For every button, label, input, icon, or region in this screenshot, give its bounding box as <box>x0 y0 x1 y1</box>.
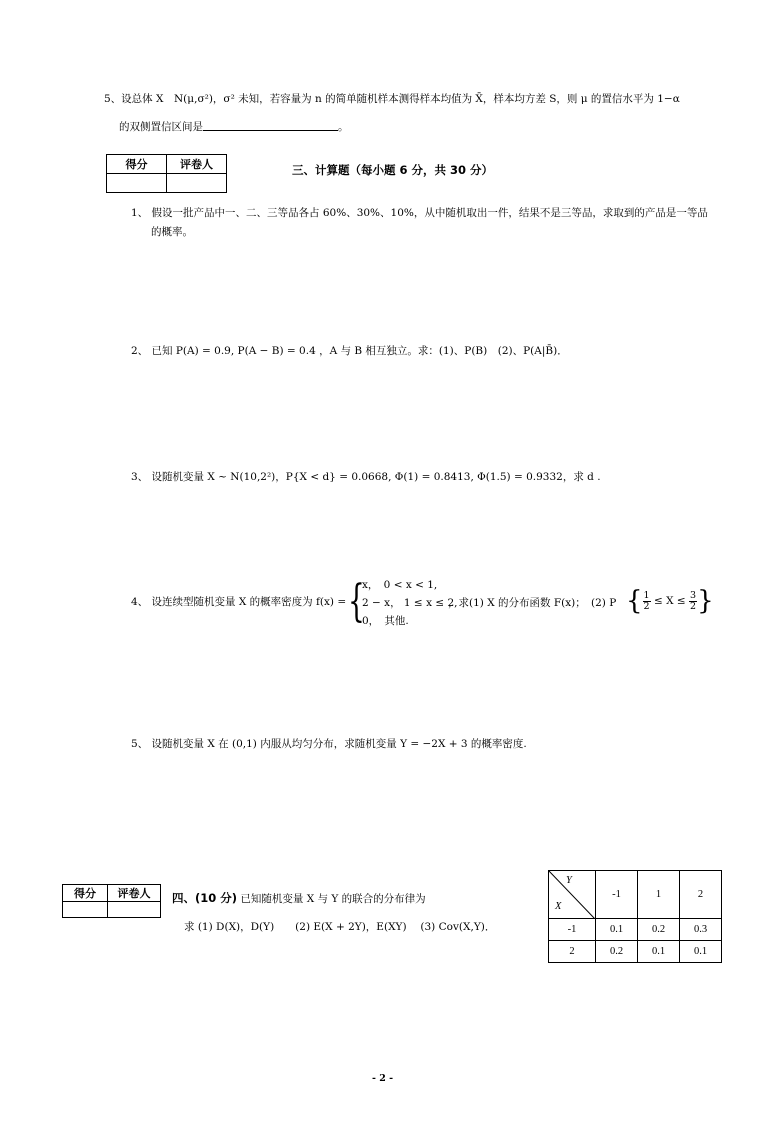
q4-fraction-1: $\frac{1}{2}$ <box>643 589 650 612</box>
q4-open-brace: { <box>626 586 643 616</box>
q4-case2: 2 − x， 1 ≤ x ≤ 2, <box>362 597 458 609</box>
q4-case1: x， 0 < x < 1, <box>362 579 438 591</box>
score-box-section4 <box>62 884 161 918</box>
score-cell <box>107 174 167 193</box>
score-cell <box>63 902 108 918</box>
prob-cell: 0.1 <box>596 919 638 941</box>
q4-prefix: 4、 设连续型随机变量 X 的概率密度为 f(x) = <box>131 596 347 608</box>
prob-cell: 0.3 <box>680 919 722 941</box>
grader-cell <box>108 902 161 918</box>
q4-relation: ≤ X ≤ <box>653 595 686 607</box>
q4-close-brace: } <box>697 586 714 616</box>
q1-line2: 的概率。 <box>151 226 193 238</box>
page-number: - 2 - <box>372 1073 394 1084</box>
table-row <box>549 941 722 963</box>
prob-cell: 0.2 <box>638 919 680 941</box>
x-header: 2 <box>549 941 596 963</box>
q4-case3: 0， 其他. <box>362 615 409 627</box>
joint-distribution-table <box>548 870 722 963</box>
q3: 3、 设随机变量 X ~ N(10,2²)，P{X < d} = 0.0668, Φ(1) = 0.8413, Φ(1.5) = 0.9332，求 d . <box>131 471 601 483</box>
section4-question: 求 (1) D(X)，D(Y) (2) E(X + 2Y)，E(XY) (3) Cov(X,Y)． <box>184 921 496 933</box>
grader-cell <box>167 174 227 193</box>
q4-probability-expr <box>626 587 714 615</box>
section3-title: 三、计算题（每小题 6 分，共 30 分） <box>292 163 494 177</box>
section4-title-rest: 已知随机变量 X 与 Y 的联合的分布律为 <box>240 893 426 905</box>
table-row <box>549 919 722 941</box>
section4-title-line <box>172 891 426 906</box>
q4-fraction-2: $\frac{3}{2}$ <box>690 589 697 612</box>
prob-cell: 0.1 <box>638 941 680 963</box>
q5: 5、 设随机变量 X 在 (0,1) 内服从均匀分布，求随机变量 Y = −2X + 3 的概率密度. <box>131 738 527 750</box>
section4-title: 四、(10 分) <box>172 891 238 905</box>
corner-x-label: X <box>555 901 562 912</box>
x-header: -1 <box>549 919 596 941</box>
score-label: 得分 <box>107 155 167 174</box>
prob-cell: 0.1 <box>680 941 722 963</box>
fill-blank-q5-line2: 的双侧置信区间是 。 <box>119 121 349 133</box>
table-corner-cell <box>549 871 596 919</box>
y-header: 1 <box>638 871 680 919</box>
score-box-section3 <box>106 154 227 193</box>
answer-blank <box>203 120 338 131</box>
q4-mid: ，求(1) X 的分布函数 F(x)； (2) P <box>448 597 617 609</box>
prob-cell: 0.2 <box>596 941 638 963</box>
y-header: -1 <box>596 871 638 919</box>
grader-label: 评卷人 <box>167 155 227 174</box>
q1-line1: 1、 假设一批产品中一、二、三等品各占 60%、30%、10%，从中随机取出一件，结果不是三等品，求取到的产品是一等品 <box>131 207 708 219</box>
fill-blank-q5-line1: 5、设总体 X N(μ,σ²)，σ² 未知，若容量为 n 的简单随机样本测得样本均值为 X̄，样本均方差 S，则 μ 的置信水平为 1−α <box>104 93 680 105</box>
grader-label: 评卷人 <box>108 885 161 902</box>
q2: 2、 已知 P(A) = 0.9, P(A − B) = 0.4 ，A 与 B 相互独立。求：(1)、P(B) (2)、P(A|B̄)． <box>131 345 568 357</box>
corner-y-label: Y <box>566 875 572 886</box>
y-header: 2 <box>680 871 722 919</box>
q4-brace: { <box>348 576 365 627</box>
score-label: 得分 <box>63 885 108 902</box>
